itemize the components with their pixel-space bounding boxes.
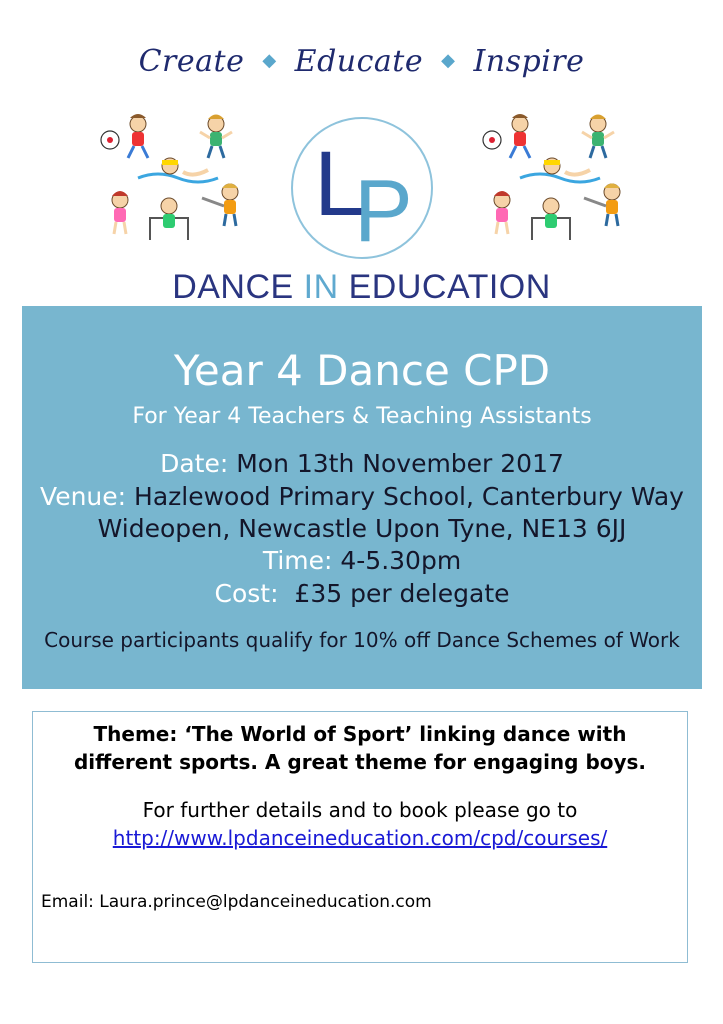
kid-figure-icon — [128, 114, 148, 158]
venue-line-2: Wideopen, Newcastle Upon Tyne, NE13 6JJ — [97, 514, 627, 543]
info-box — [32, 711, 688, 963]
cost-value: £35 per delegate — [278, 579, 510, 608]
venue-label: Venue: — [40, 482, 127, 511]
date-label: Date: — [160, 449, 229, 478]
logo-word-dance: DANCE — [172, 268, 304, 306]
kid-figure-icon — [584, 184, 620, 227]
soccer-ball-icon — [101, 131, 119, 149]
theme-text — [33, 720, 687, 776]
venue-line — [22, 482, 702, 511]
kids-sports-illustration-right — [480, 110, 630, 245]
swimmer-icon — [138, 158, 218, 182]
date-line — [22, 449, 702, 478]
booking-instructions: For further details and to book please go to — [142, 798, 578, 822]
course-title: Year 4 Dance CPD — [173, 346, 551, 395]
discount-offer: Course participants qualify for 10% off Dance Schemes of Work — [44, 628, 680, 652]
course-banner — [22, 306, 702, 689]
time-label: Time: — [262, 546, 333, 575]
logo-wordmark — [0, 268, 723, 307]
goal-icon — [150, 198, 188, 240]
diamond-icon: ◆ — [441, 50, 456, 71]
diamond-icon: ◆ — [262, 50, 277, 71]
theme-line-2: different sports. A great theme for engaging boys. — [73, 750, 647, 774]
logo-letter-l: L — [314, 133, 366, 235]
cost-label: Cost: — [214, 579, 279, 608]
kid-figure-icon — [510, 114, 530, 158]
tagline-create: Create — [138, 44, 245, 79]
course-subtitle: For Year 4 Teachers & Teaching Assistants — [132, 404, 592, 429]
goal-icon — [532, 198, 570, 240]
soccer-ball-icon — [483, 131, 501, 149]
swimmer-icon — [520, 158, 600, 182]
cost-line — [22, 579, 702, 608]
time-value: 4-5.30pm — [332, 546, 462, 575]
kid-figure-icon — [494, 191, 510, 234]
kid-figure-icon — [582, 115, 614, 159]
theme-line-1: Theme: ‘The World of Sport’ linking dance with — [93, 722, 627, 746]
contact-email: Email: Laura.prince@lpdanceineducation.com — [41, 892, 432, 912]
lp-logo — [282, 115, 442, 265]
logo-word-in: IN — [303, 268, 339, 306]
booking-link[interactable]: http://www.lpdanceineducation.com/cpd/courses/ — [112, 826, 608, 850]
kid-figure-icon — [200, 115, 232, 159]
tagline-inspire: Inspire — [473, 44, 585, 79]
kid-figure-icon — [112, 191, 128, 234]
kid-figure-icon — [202, 184, 238, 227]
time-line — [22, 546, 702, 575]
logo-letter-p: P — [354, 161, 413, 260]
tagline-educate: Educate — [294, 44, 424, 79]
kids-sports-illustration-left — [98, 110, 248, 245]
venue-value: Hazlewood Primary School, Canterbury Way — [126, 482, 684, 511]
date-value: Mon 13th November 2017 — [228, 449, 564, 478]
tagline — [0, 44, 723, 79]
logo-word-education: EDUCATION — [338, 268, 551, 306]
